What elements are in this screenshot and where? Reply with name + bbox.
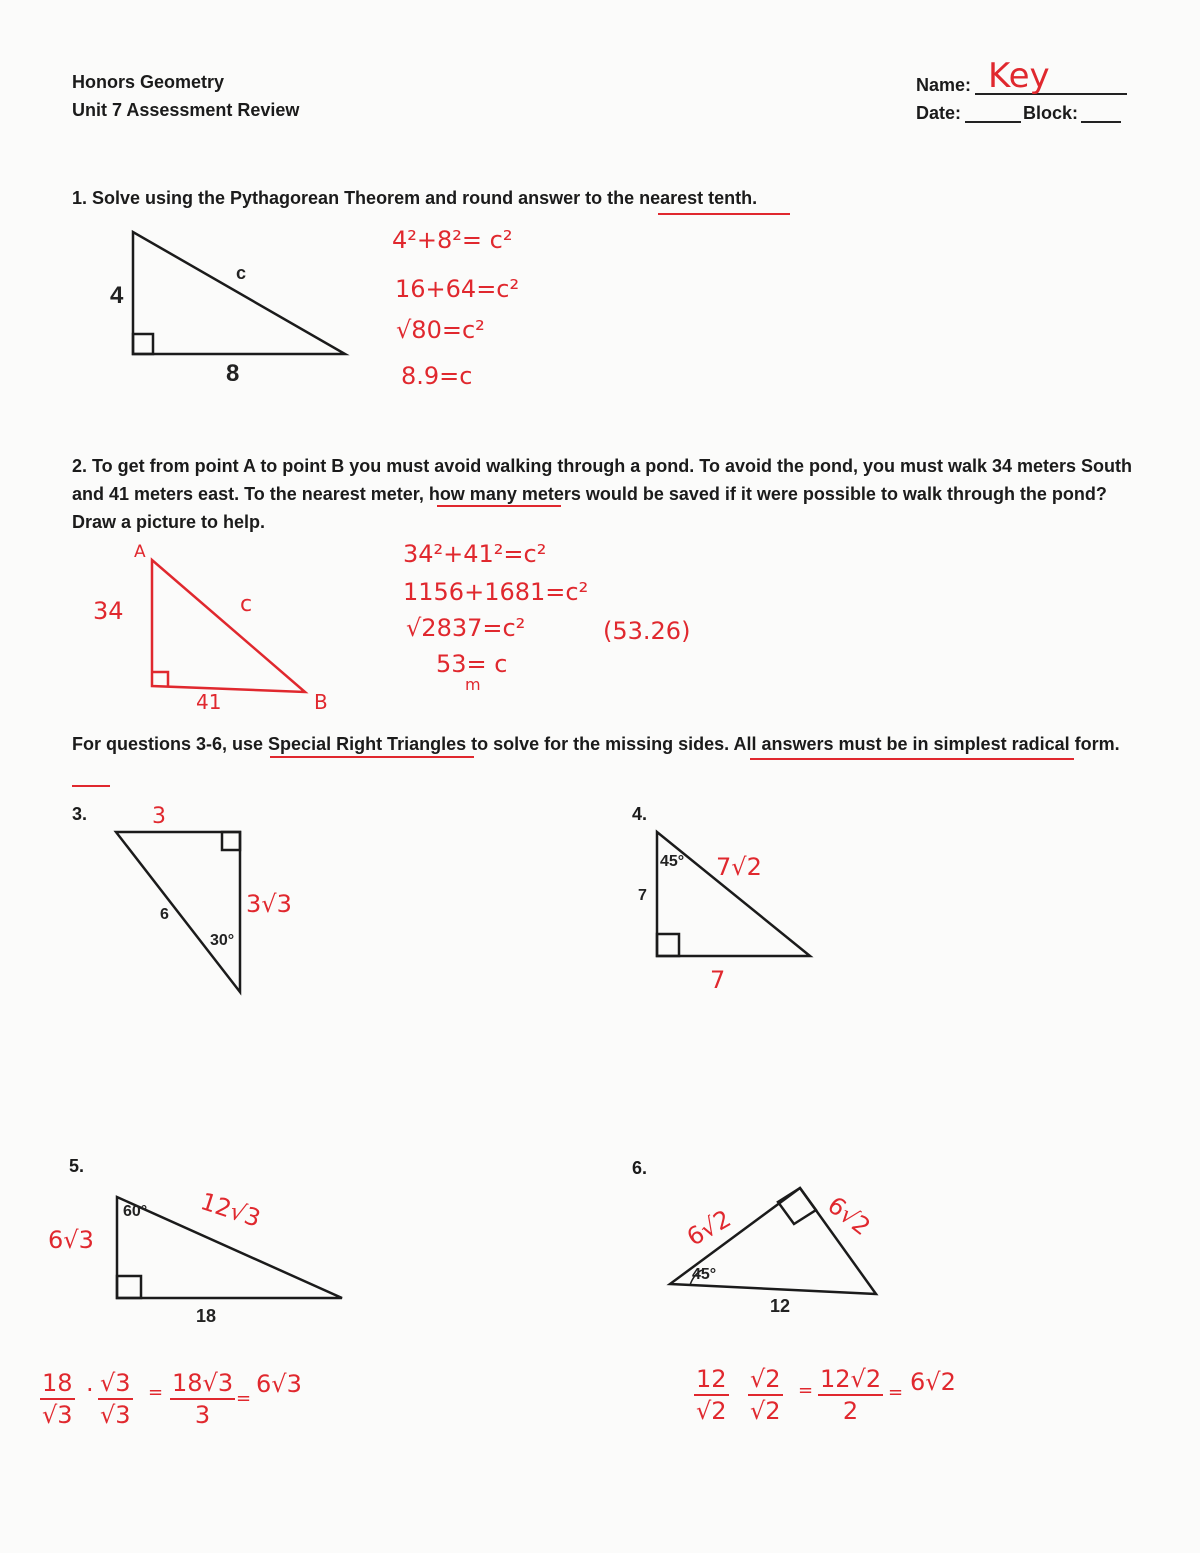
q2-work-3: √2837=c² (406, 614, 526, 642)
q6-right-answer: 6√2 (822, 1190, 876, 1242)
q4-angle-label: 45° (660, 853, 685, 870)
q2-unit: m (465, 675, 481, 694)
intro-underline-3 (72, 785, 110, 787)
q2-triangle (152, 560, 305, 692)
intro-underline-2 (750, 758, 1074, 760)
intro-underline-1 (270, 756, 474, 758)
q1-work-2: 16+64=c² (395, 275, 520, 303)
q5-f2-num: √3 (98, 1368, 133, 1400)
q5-bottom-label: 18 (196, 1306, 217, 1326)
q2-bottom-label: 41 (196, 690, 222, 714)
q1-work-4: 8.9=c (401, 362, 473, 390)
q3-angle-label: 30° (210, 932, 235, 949)
q2-exact-value: (53.26) (603, 617, 691, 645)
name-value: Key (988, 56, 1050, 96)
q5-angle-label: 60° (123, 1203, 148, 1220)
q2-point-a: A (134, 542, 146, 562)
q5-dot: · (86, 1376, 94, 1404)
q5-f1-num: 18 (40, 1368, 75, 1400)
q6-f3-num: 12√2 (818, 1364, 883, 1396)
q5-number: 5. (69, 1156, 85, 1176)
section-intro: For questions 3-6, use Special Right Triangles to solve for the missing sides. All answers must be in simplest radical form. (72, 734, 1120, 754)
q6-angle-label: 45° (692, 1266, 717, 1283)
q3-right-answer: 3√3 (246, 890, 292, 918)
q5-fraction-2 (98, 1368, 133, 1430)
q5-fraction-1 (40, 1368, 75, 1430)
q2-work-2: 1156+1681=c² (403, 578, 589, 606)
q4-triangle (657, 832, 810, 956)
q6-f2-num: √2 (748, 1364, 783, 1396)
q2-point-b: B (314, 690, 328, 714)
q6-equals-1: = (798, 1380, 814, 1401)
q6-fraction-2 (748, 1364, 783, 1426)
q5-equals-1: = (148, 1382, 164, 1403)
q5-result: 6√3 (256, 1370, 302, 1398)
q4-number: 4. (632, 804, 648, 824)
q1-left-label: 4 (110, 282, 124, 309)
q6-fraction-3 (818, 1364, 883, 1426)
q2-work-4: 53= c (436, 650, 508, 678)
q1-hyp-label: c (236, 263, 247, 283)
q6-equals-2: = (888, 1382, 904, 1403)
q2-underline (437, 505, 561, 507)
block-label: Block: (1023, 103, 1079, 123)
q4-left-label: 7 (638, 887, 647, 904)
q1-triangle (133, 232, 345, 354)
q3-top-answer: 3 (152, 804, 166, 829)
q1-bottom-label: 8 (226, 360, 240, 387)
q6-number: 6. (632, 1158, 648, 1178)
course-title: Honors Geometry (72, 72, 225, 92)
q2-left-label: 34 (93, 597, 124, 625)
q6-fraction-1 (694, 1364, 729, 1426)
q4-hyp-answer: 7√2 (716, 853, 762, 881)
q5-f3-num: 18√3 (170, 1368, 235, 1400)
q4-bottom-answer: 7 (710, 966, 726, 994)
date-label: Date: (916, 103, 962, 123)
q1-work-1: 4²+8²= c² (392, 226, 513, 254)
q5-equals-2: = (236, 1388, 252, 1409)
q6-f3-den: 2 (842, 1397, 859, 1425)
q6-left-answer: 6√2 (682, 1204, 736, 1252)
q5-left-answer: 6√3 (48, 1226, 94, 1254)
q6-f2-den: √2 (750, 1397, 781, 1425)
q2-prompt: 2. To get from point A to point B you must avoid walking through a pond. To avoid the pond, you must walk 34 meters South and 41 meters east. To the nearest meter, how many meters would be saved if it were possible to walk through the pond? Draw a picture to help. (72, 456, 1133, 532)
q1-work-3: √80=c² (396, 316, 485, 344)
q5-f1-den: √3 (42, 1401, 73, 1429)
q2-hyp-label: c (240, 592, 253, 617)
q5-hyp-answer: 12√3 (197, 1187, 264, 1233)
q5-f3-den: 3 (194, 1401, 211, 1429)
q6-f1-den: √2 (696, 1397, 727, 1425)
unit-title: Unit 7 Assessment Review (72, 100, 300, 120)
q2-work-1: 34²+41²=c² (403, 540, 547, 568)
q3-number: 3. (72, 804, 88, 824)
q1-prompt: 1. Solve using the Pythagorean Theorem and round answer to the nearest tenth. (72, 188, 758, 208)
q3-hyp-label: 6 (160, 906, 169, 923)
q5-f2-den: √3 (100, 1401, 131, 1429)
q6-bottom-label: 12 (770, 1296, 791, 1316)
name-label: Name: (916, 75, 972, 95)
q6-result: 6√2 (910, 1368, 956, 1396)
q5-fraction-3 (170, 1368, 235, 1430)
q3-triangle (116, 832, 240, 992)
q6-f1-num: 12 (694, 1364, 729, 1396)
